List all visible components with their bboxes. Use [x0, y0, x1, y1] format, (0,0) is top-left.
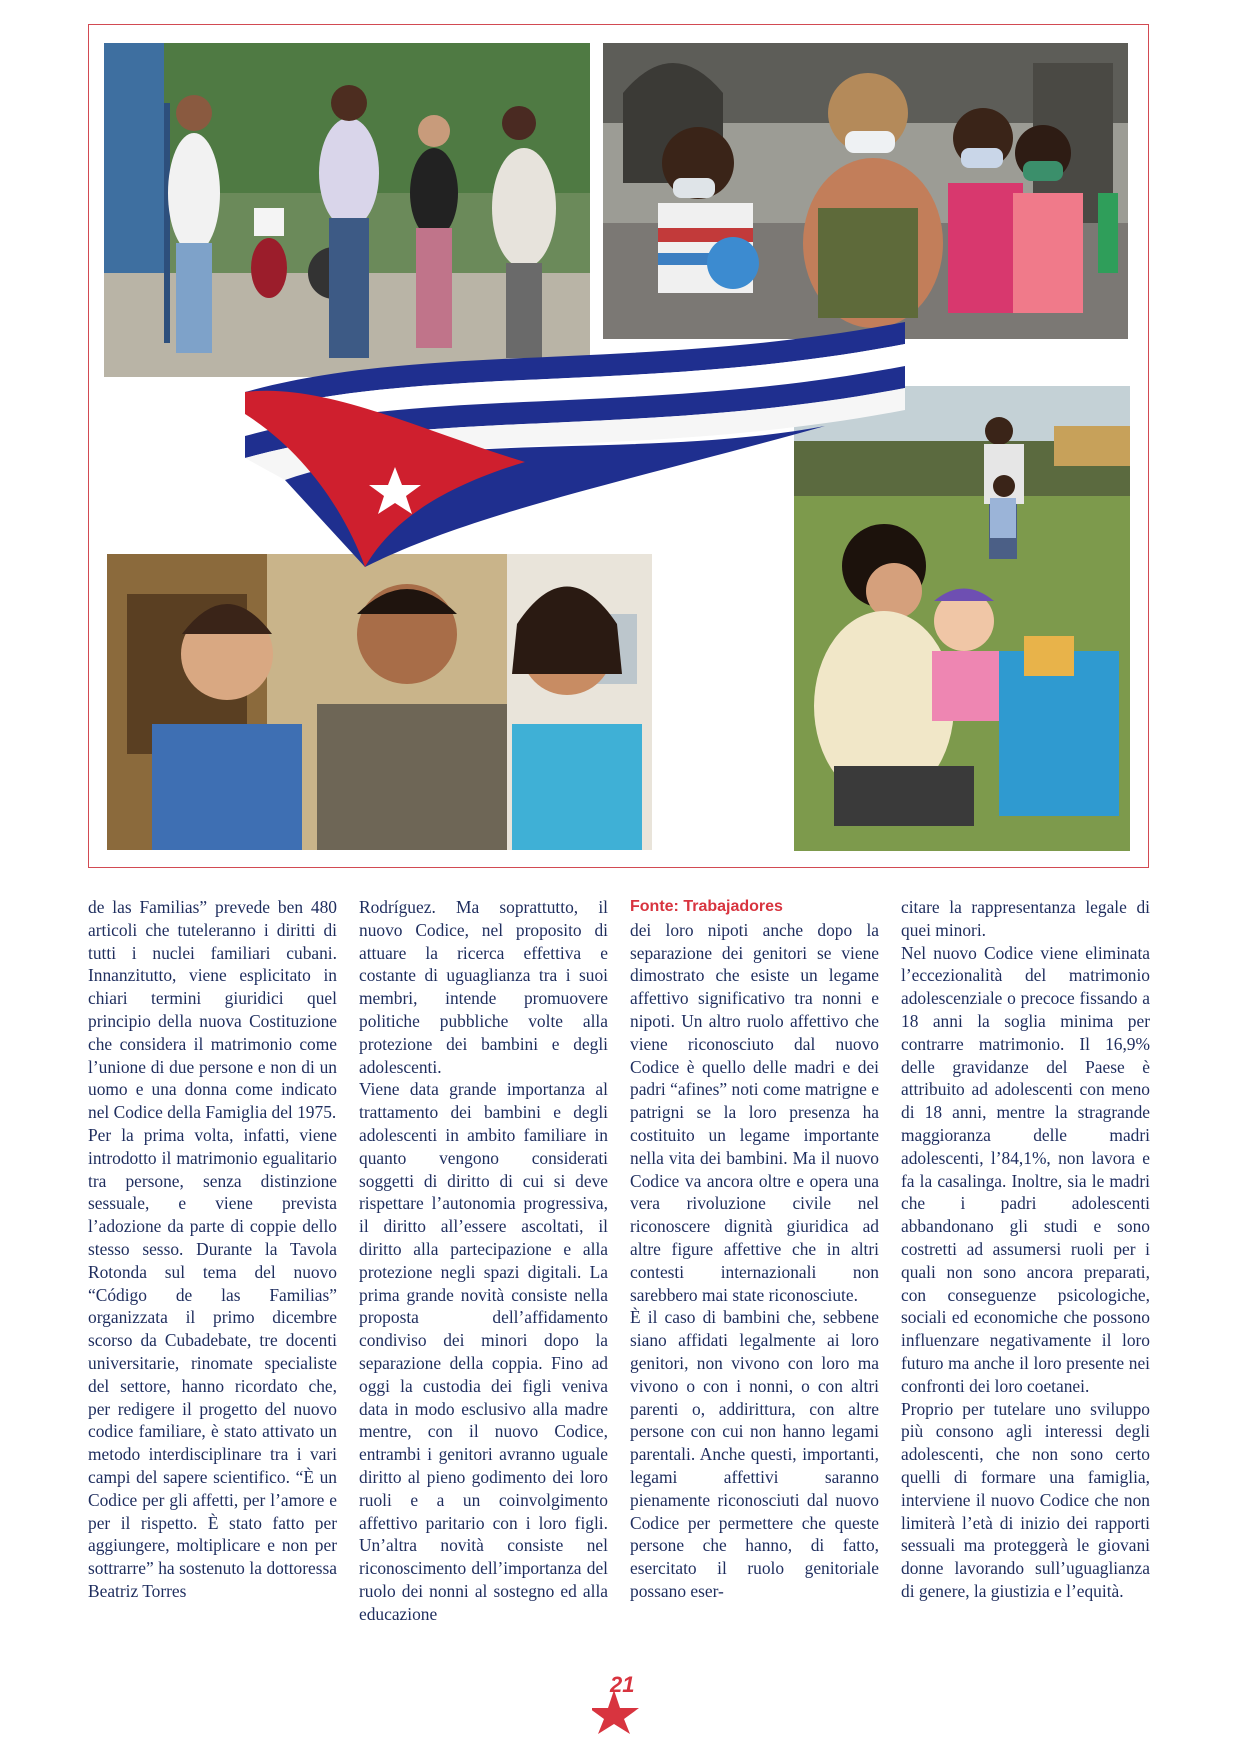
paragraph: dei loro nipoti anche dopo la separazione dei genitori se viene dimostrato che esiste un legame affettivo significativo tra nonni e nipoti. Un altro ruolo affettivo che viene riconosciuto dal nuovo Codice è quello delle madri e dei padri “afines” noti come matrigne e patrigni se la loro presenza ha costituito un legame importante nella vita dei bambini. Ma il nuovo Codice va ancora oltre e opera una vera rivoluzione civile nel riconoscere dignità giuridica ad altre figure affettive che in altri contesti internazionali non sarebbero mai state riconosciute. — [630, 919, 879, 1305]
paragraph: citare la rappresentanza legale di quei minori. — [901, 897, 1150, 940]
text-column-3 — [630, 896, 879, 1603]
photo-grandmother-children-masks — [603, 43, 1128, 339]
source-credit: Fonte: Trabajadores — [630, 898, 783, 915]
cuban-flag — [225, 312, 905, 572]
page-number-badge — [592, 1664, 652, 1734]
paragraph: Proprio per tutelare uno sviluppo più consono agli interessi degli adolescenti, che non sono certo quelli di formare una famiglia, interviene il nuovo Codice che non limiterà l’età di inizio dei rapporti sessuali ma proteggerà le giovani donne lavorando sull’uguaglianza di genere, la giustizia e l’equità. — [901, 1398, 1150, 1601]
text-column-2 — [359, 896, 608, 1626]
text-column-1 — [88, 896, 337, 1603]
article-body — [88, 896, 1149, 1656]
paragraph: Nel nuovo Codice viene eliminata l’eccezionalità del matrimonio adolescenziale o precoce fissando a 18 anni la soglia minima per contrarre matrimonio. Il 16,9% delle gravidanze del Paese è attribuito ad adolescenti con meno di 18 anni, mentre la stragrande maggioranza delle madri adolescenti, l’84,1%, non lavora e fa la casalinga. Inoltre, sia le madri che i padri adolescenti abbandonano gli studi e sono costretti ad assumersi ruoli per i quali non sono ancora preparati, con conseguenze psicologiche, sociali ed economiche che possono influenzare negativamente il loro futuro ma anche il loro presente nei confronti dei loro coetanei. — [901, 942, 1150, 1396]
paragraph: de las Familias” prevede ben 480 articoli che tuteleranno i diritti di tutti i nuclei familiari cubani. Innanzitutto, viene esplicitato in chiari termini giuridici quel principio della nuova Costituzione che considera il matrimonio come l’unione di due persone e non di un uomo e una donna come indicato nel Codice della Famiglia del 1975. — [88, 897, 337, 1123]
paragraph: Rodríguez. Ma soprattutto, il nuovo Codice, nel proposito di attuare la ricerca effettiva e costante di uguaglianza tra i suoi membri, intende promuovere politiche pubbliche volte alla protezione dei bambini e degli adolescenti. — [359, 897, 608, 1077]
paragraph: È il caso di bambini che, sebbene siano affidati legalmente ai loro genitori, non vivono con loro ma vivono o con i nonni, o con altri parenti o, addirittura, con altre persone con cui non hanno legami parentali. Anche questi, importanti, legami affettivi saranno pienamente riconosciuti dal nuovo Codice per permettere che queste persone che hanno, di fatto, esercitato il ruolo genitoriale possano eser- — [630, 1307, 879, 1601]
page-number: 21 — [610, 1672, 635, 1697]
text-column-4 — [901, 896, 1150, 1603]
paragraph: Per la prima volta, infatti, viene introdotto il matrimonio egualitario tra persone, senza distinzione sessuale, e viene prevista l’adozione da parte di coppie dello stesso sesso. Durante la Tavola Rotonda sul tema del nuovo “Código de las Familias” organizzata il primo dicembre scorso da Cubadebate, tre docenti universitarie, rinomate specialiste del settore, hanno ricordato che, per redigere il progetto del nuovo codice familiare, è stato attivato un metodo interdisciplinare tra i vari campi del sapere scientifico. “È un Codice per gli affetti, per l’amore e per il rispetto. È stato fatto per aggiungere, moltiplicare e non per sottrarre” ha sostenuto la dottoressa Beatriz Torres — [88, 1124, 337, 1601]
photo-father-mother-baby — [107, 554, 652, 850]
paragraph: Viene data grande importanza al trattamento dei bambini e degli adolescenti in ambito familiare in quanto vengono considerati soggetti di diritto di cui si deve rispettare l’autonomia progressiva, il diritto all’essere ascoltati, il diritto alla partecipazione e alla protezione negli spazi digitali. La prima grande novità consiste nella proposta dell’affidamento condiviso dei minori dopo la separazione della coppia. Fino ad oggi la custodia dei figli veniva data in modo esclusivo alla madre mentre, con il nuovo Codice, entrambi i genitori avranno uguale diritto al pieno godimento dei loro ruoli e a un coinvolgimento affettivo paritario con i loro figli. Un’altra novità consiste nel riconoscimento dell’importanza del ruolo dei nonni al sostegno ed alla educazione — [359, 1079, 608, 1624]
